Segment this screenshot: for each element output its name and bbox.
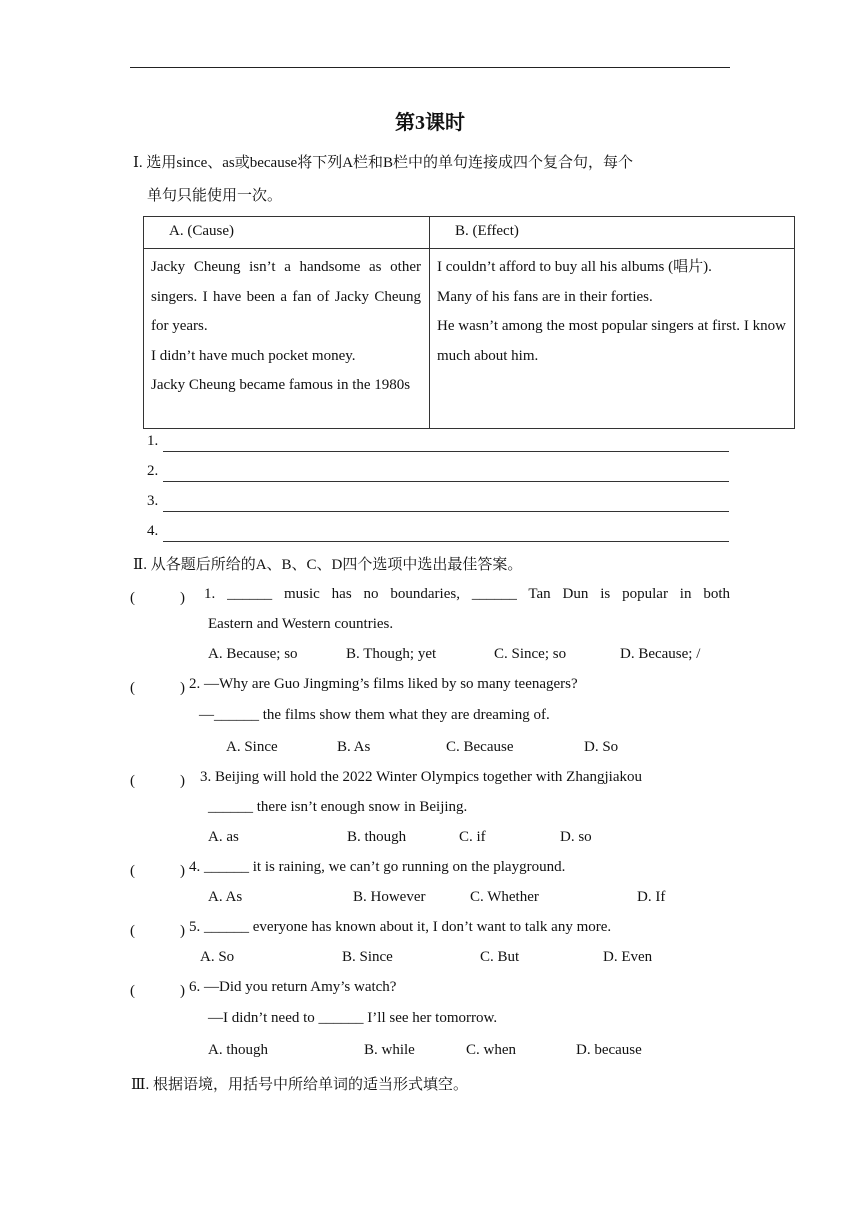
option-b: B. Though; yet: [346, 646, 437, 662]
section2-instruction: Ⅱ. 从各题后所给的A、B、C、D四个选项中选出最佳答案。: [133, 557, 523, 573]
option-c: C. when: [466, 1042, 516, 1058]
option-d: D. If: [637, 889, 666, 905]
cause-item: Jacky Cheung isn’t a handsome as other singers. I have been a fan of Jacky Cheung for years.: [151, 259, 421, 335]
question-4-stem: 4. ______ it is raining, we can’t go running on the playground.: [189, 859, 566, 875]
option-c: C. Whether: [470, 889, 539, 905]
question-2-stem: 2. —Why are Guo Jingming’s films liked by so many teenagers?: [189, 676, 578, 692]
answer-paren[interactable]: ( ): [130, 983, 185, 999]
option-d: D. Even: [603, 949, 653, 965]
option-a: A. As: [208, 889, 243, 905]
answer-blank-4[interactable]: [163, 541, 729, 542]
option-b: B. while: [364, 1042, 415, 1058]
option-a: A. though: [208, 1042, 268, 1058]
section1-instruction-line2: 单句只能使用一次。: [147, 188, 283, 204]
option-c: C. Since; so: [494, 646, 567, 662]
question-3-stem: 3. Beijing will hold the 2022 Winter Olympics together with Zhangjiakou: [200, 769, 642, 785]
question-3-stem-cont: ______ there isn’t enough snow in Beijing.: [208, 799, 468, 815]
question-6-stem: 6. —Did you return Amy’s watch?: [189, 979, 397, 995]
effect-item: He wasn’t among the most popular singers at first. I know much about him.: [437, 318, 786, 364]
answer-blank-3[interactable]: [163, 511, 729, 512]
answer-blank-2[interactable]: [163, 481, 729, 482]
column-b-header: B. (Effect): [455, 223, 519, 239]
section3-instruction: Ⅲ. 根据语境，用括号中所给单词的适当形式填空。: [131, 1077, 468, 1093]
column-b-cell: [430, 249, 795, 429]
answer-paren[interactable]: ( ): [130, 863, 185, 879]
option-d: D. Because; /: [620, 646, 701, 662]
column-b-header-cell: [430, 217, 795, 249]
option-d: D. So: [584, 739, 619, 755]
answer-paren[interactable]: ( ): [130, 923, 185, 939]
page-title: 第3课时: [395, 112, 465, 134]
answer-line-number: 4.: [147, 523, 159, 539]
option-d: D. so: [560, 829, 592, 845]
question-5-stem: 5. ______ everyone has known about it, I don’t want to talk any more.: [189, 919, 612, 935]
option-d: D. because: [576, 1042, 642, 1058]
effect-item: I couldn’t afford to buy all his albums (唱片).: [437, 259, 712, 275]
option-c: C. if: [459, 829, 486, 845]
section1-instruction-line1: Ⅰ. 选用since、as或because将下列A栏和B栏中的单句连接成四个复合句，每个: [133, 155, 634, 171]
answer-line-number: 3.: [147, 493, 159, 509]
column-a-cell: [144, 249, 430, 429]
answer-paren[interactable]: ( ): [130, 590, 185, 606]
option-a: A. Since: [226, 739, 278, 755]
answer-line-number: 2.: [147, 463, 159, 479]
answer-blank-1[interactable]: [163, 451, 729, 452]
option-b: B. though: [347, 829, 407, 845]
option-a: A. as: [208, 829, 239, 845]
option-a: A. So: [200, 949, 235, 965]
option-a: A. Because; so: [208, 646, 298, 662]
question-6-stem-cont: —I didn’t need to ______ I’ll see her tomorrow.: [208, 1010, 498, 1026]
column-a-header-cell: [144, 217, 430, 249]
answer-line-number: 1.: [147, 433, 159, 449]
effect-item: Many of his fans are in their forties.: [437, 288, 653, 305]
question-1-stem: 1. ______ music has no boundaries, ______ Tan Dun is popular in both: [204, 586, 730, 602]
column-a-header: A. (Cause): [169, 223, 234, 239]
answer-paren[interactable]: ( ): [130, 773, 185, 789]
answer-paren[interactable]: ( ): [130, 680, 185, 696]
question-2-stem-cont: —______ the films show them what they are dreaming of.: [199, 707, 550, 723]
option-b: B. As: [337, 739, 371, 755]
cause-effect-table: [143, 216, 795, 429]
option-c: C. But: [480, 949, 520, 965]
option-c: C. Because: [446, 739, 514, 755]
option-b: B. Since: [342, 949, 393, 965]
option-b: B. However: [353, 889, 426, 905]
cause-item: Jacky Cheung became famous in the 1980s: [151, 377, 411, 394]
top-rule: [130, 67, 730, 68]
cause-item: I didn’t have much pocket money.: [151, 347, 356, 364]
question-1-stem-cont: Eastern and Western countries.: [208, 616, 394, 632]
